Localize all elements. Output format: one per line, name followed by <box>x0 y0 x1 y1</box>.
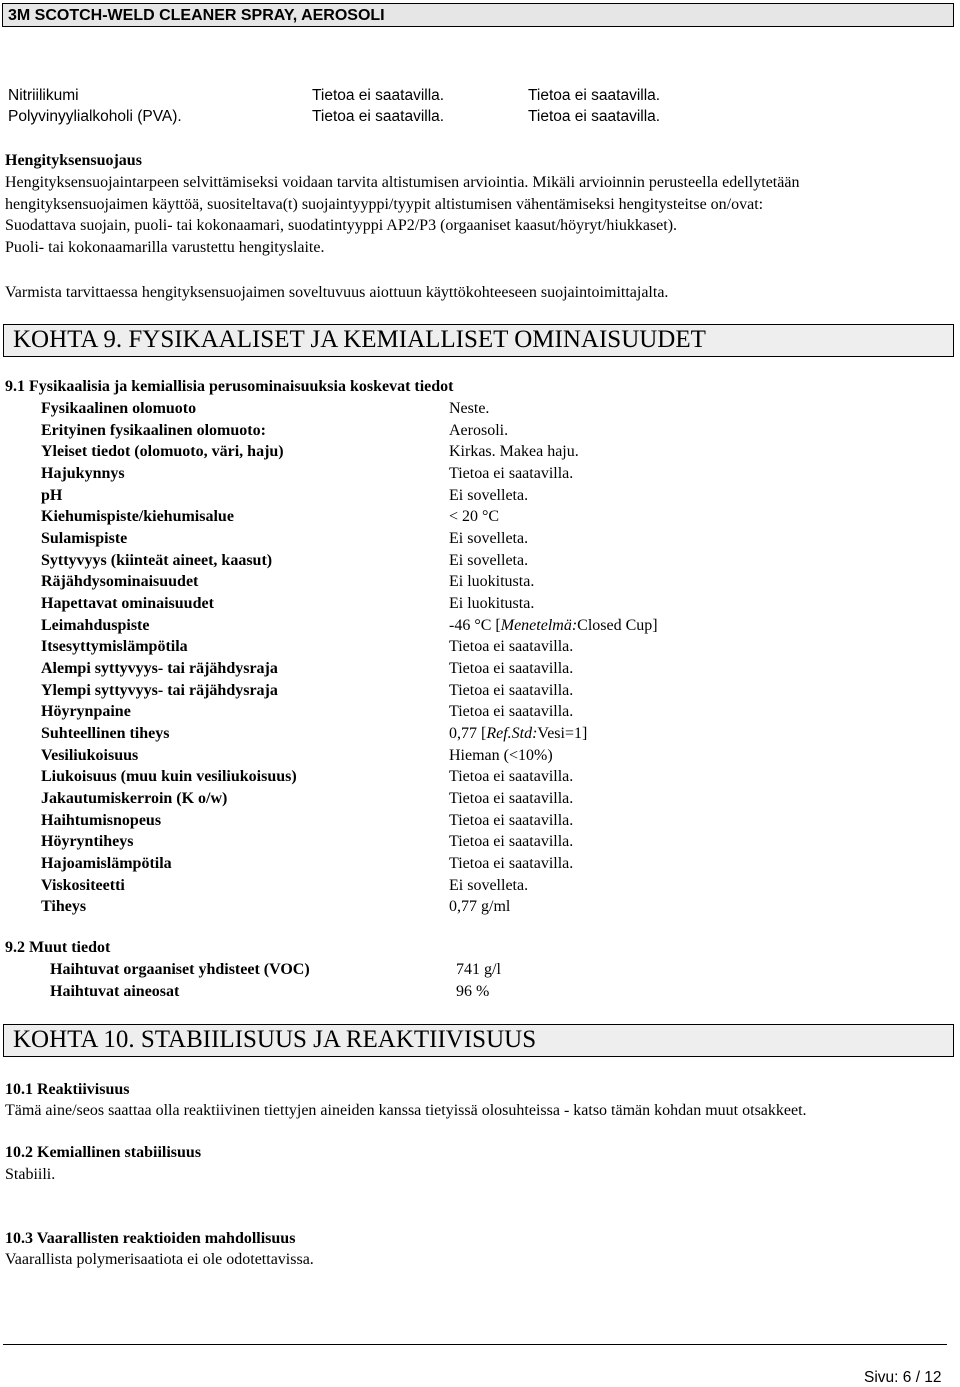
property-name: Hapettavat ominaisuudet <box>41 595 214 612</box>
property-name: Viskositeetti <box>41 877 125 894</box>
property-value: Kirkas. Makea haju. <box>449 443 579 460</box>
glove-material: Nitriilikumi <box>8 87 79 104</box>
glove-value: Tietoa ei saatavilla. <box>312 87 445 104</box>
property-name: Liukoisuus (muu kuin vesiliukoisuus) <box>41 768 297 785</box>
subsection-10-2-text: Stabiili. <box>5 1166 56 1183</box>
property-value: Tietoa ei saatavilla. <box>449 660 574 677</box>
property-value: < 20 °C <box>449 508 500 525</box>
property-value: Tietoa ei saatavilla. <box>449 465 574 482</box>
respiratory-heading: Hengityksensuojaus <box>5 152 142 169</box>
respiratory-text-line: Suodattava suojain, puoli- tai kokonaamari, suodatintyyppi AP2/P3 (orgaaniset kaasut/höyryt/hiukkaset). <box>5 217 678 234</box>
property-name: Jakautumiskerroin (K o/w) <box>41 790 228 807</box>
property-name: Tiheys <box>41 898 87 915</box>
property-value: Tietoa ei saatavilla. <box>449 833 574 850</box>
property-name: Hajoamislämpötila <box>41 855 172 872</box>
section-9-title: KOHTA 9. FYSIKAALISET JA KEMIALLISET OMINAISUUDET <box>13 326 706 353</box>
property-value: Tietoa ei saatavilla. <box>449 703 574 720</box>
document-title: 3M SCOTCH-WELD CLEANER SPRAY, AEROSOLI <box>8 7 385 24</box>
subsection-10-3-text: Vaarallista polymerisaatiota ei ole odotettavissa. <box>5 1251 314 1268</box>
subsection-10-3-heading: 10.3 Vaarallisten reaktioiden mahdollisuus <box>5 1230 296 1247</box>
value-text: Closed Cup] <box>577 617 658 634</box>
property-name: Ylempi syttyvyys- tai räjähdysraja <box>41 682 278 699</box>
value-text: Vesi=1] <box>537 725 588 742</box>
subsection-10-1-text: Tämä aine/seos saattaa olla reaktiivinen tiettyjen aineiden kanssa tietyissä olosuhteissa - katso tämän kohdan muut otsakkeet. <box>5 1102 807 1119</box>
respiratory-text-line: Puoli- tai kokonaamarilla varustettu hengityslaite. <box>5 239 325 256</box>
section-10-title: KOHTA 10. STABIILISUUS JA REAKTIIVISUUS <box>13 1026 537 1053</box>
value-method-label: Menetelmä: <box>500 617 578 634</box>
section-9-header <box>3 324 954 357</box>
property-name: Suhteellinen tiheys <box>41 725 170 742</box>
glove-value: Tietoa ei saatavilla. <box>312 108 445 125</box>
property-value: Tietoa ei saatavilla. <box>449 682 574 699</box>
footer-divider <box>3 1344 947 1345</box>
property-value: Tietoa ei saatavilla. <box>449 855 574 872</box>
property-name: Vesiliukoisuus <box>41 747 139 764</box>
page-number: Sivu: 6 / 12 <box>864 1369 942 1386</box>
other-info-value: 96 % <box>456 983 490 1000</box>
property-value: Ei sovelleta. <box>449 487 529 504</box>
property-name: Fysikaalinen olomuoto <box>41 400 197 417</box>
property-value: Aerosoli. <box>449 422 509 439</box>
property-name: Höyryntiheys <box>41 833 134 850</box>
value-text: -46 °C [ <box>449 617 501 634</box>
property-value <box>449 725 587 743</box>
property-value: Ei luokitusta. <box>449 573 535 590</box>
property-name: Leimahduspiste <box>41 617 150 634</box>
subsection-10-2-heading: 10.2 Kemiallinen stabiilisuus <box>5 1144 202 1161</box>
property-value: Tietoa ei saatavilla. <box>449 768 574 785</box>
property-name: pH <box>41 487 63 504</box>
property-name: Erityinen fysikaalinen olomuoto: <box>41 422 266 439</box>
other-info-value: 741 g/l <box>456 961 501 978</box>
section-10-header <box>3 1024 954 1057</box>
respiratory-text-line: Hengityksensuojaintarpeen selvittämiseksi voidaan tarvita altistumisen arviointia. Mikäli arvioinnin perusteella edellytetään <box>5 174 800 191</box>
property-name: Itsesyttymislämpötila <box>41 638 188 655</box>
property-name: Haihtumisnopeus <box>41 812 162 829</box>
property-name: Räjähdysominaisuudet <box>41 573 199 590</box>
property-value <box>449 617 658 635</box>
property-name: Yleiset tiedot (olomuoto, väri, haju) <box>41 443 284 460</box>
respiratory-text-line: hengityksensuojaimen käyttöä, suositeltava(t) suojaintyyppi/tyypit altistumisen vähentämiseksi hengitysteitse on/ovat: <box>5 196 764 213</box>
property-value: Tietoa ei saatavilla. <box>449 790 574 807</box>
glove-material: Polyvinyylialkoholi (PVA). <box>8 108 182 125</box>
subsection-9-1-heading: 9.1 Fysikaalisia ja kemiallisia perusominaisuuksia koskevat tiedot <box>5 378 454 395</box>
property-value: Tietoa ei saatavilla. <box>449 812 574 829</box>
property-name: Kiehumispiste/kiehumisalue <box>41 508 234 525</box>
property-name: Syttyvyys (kiinteät aineet, kaasut) <box>41 552 273 569</box>
other-info-name: Haihtuvat aineosat <box>50 983 180 1000</box>
subsection-9-2-heading: 9.2 Muut tiedot <box>5 939 111 956</box>
respiratory-note: Varmista tarvittaessa hengityksensuojaimen soveltuvuus aiottuun käyttökohteeseen suojaintoimittajalta. <box>5 284 669 301</box>
property-value: 0,77 g/ml <box>449 898 511 915</box>
value-text: 0,77 [ <box>449 725 487 742</box>
property-value: Ei sovelleta. <box>449 530 529 547</box>
document-header <box>2 3 954 27</box>
property-name: Sulamispiste <box>41 530 128 547</box>
glove-value: Tietoa ei saatavilla. <box>528 108 661 125</box>
property-value: Neste. <box>449 400 490 417</box>
glove-value: Tietoa ei saatavilla. <box>528 87 661 104</box>
property-value: Ei sovelleta. <box>449 552 529 569</box>
subsection-10-1-heading: 10.1 Reaktiivisuus <box>5 1081 130 1098</box>
property-value: Ei sovelleta. <box>449 877 529 894</box>
property-name: Hajukynnys <box>41 465 125 482</box>
property-name: Alempi syttyvyys- tai räjähdysraja <box>41 660 278 677</box>
value-ref-label: Ref.Std: <box>486 725 538 742</box>
property-value: Hieman (<10%) <box>449 747 553 764</box>
property-name: Höyrynpaine <box>41 703 131 720</box>
other-info-name: Haihtuvat orgaaniset yhdisteet (VOC) <box>50 961 310 978</box>
property-value: Tietoa ei saatavilla. <box>449 638 574 655</box>
property-value: Ei luokitusta. <box>449 595 535 612</box>
